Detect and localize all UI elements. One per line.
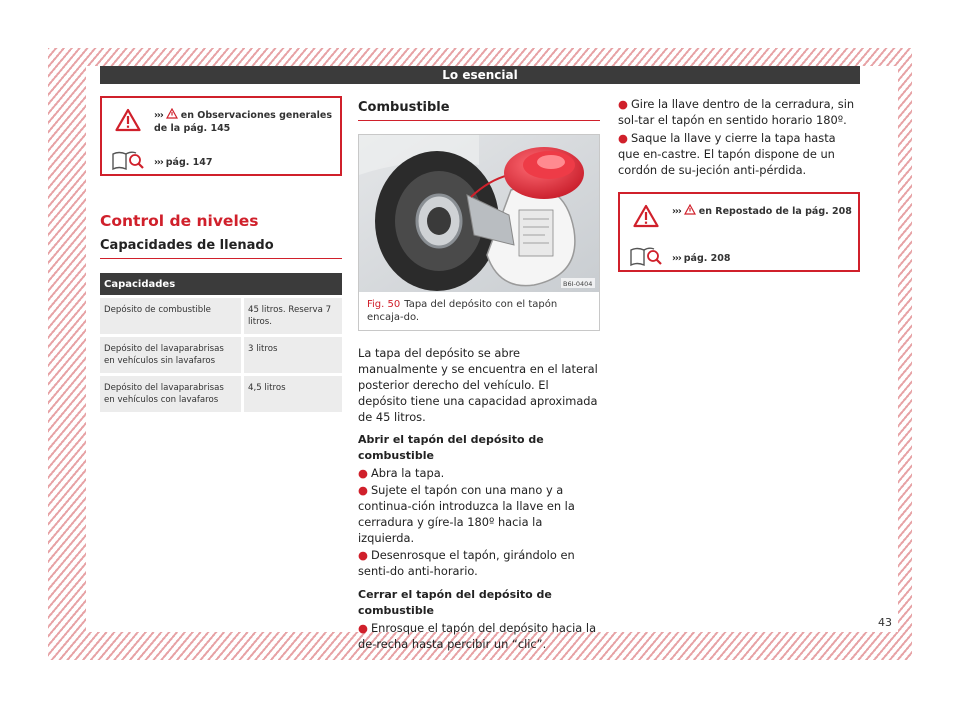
list-item: ● Sujete el tapón con una mano y a continua-ción introduzca la llave en la cerradura y gíre-la 180º hacia la izquierda. — [358, 483, 575, 545]
intro-paragraph: La tapa del depósito se abre manualmente y se encuentra en el lateral posterior derecho del vehículo. El depósito tiene una capacidad aproximada de 45 litros. — [358, 346, 598, 424]
bullet-icon: ● — [358, 466, 368, 480]
bullet-icon: ● — [358, 483, 368, 497]
page-reference-text: ››› pág. 147 — [154, 157, 213, 168]
table-cell-item: Depósito del lavaparabrisas en vehículos sin lavafaros — [100, 336, 243, 375]
table-row — [100, 375, 342, 413]
bullet-icon: ● — [358, 621, 368, 635]
warning-reference-box — [100, 96, 342, 176]
small-warning-icon — [684, 204, 696, 215]
right-column — [618, 96, 860, 272]
list-item: ● Desenrosque el tapón, girándolo en senti-do anti-horario. — [358, 548, 575, 578]
close-heading: Cerrar el tapón del depósito de combustible — [358, 588, 552, 617]
book-search-icon — [102, 148, 154, 172]
page-reference-text: ››› pág. 208 — [672, 253, 731, 264]
section-subtitle: Capacidades de llenado — [100, 238, 274, 253]
table-row — [100, 336, 342, 375]
table-cell-item: Depósito de combustible — [100, 297, 243, 336]
chapter-header — [100, 66, 860, 84]
left-column — [100, 96, 342, 412]
small-warning-icon — [166, 108, 178, 119]
table-cell-value: 3 litros — [243, 336, 343, 375]
book-search-icon — [620, 244, 672, 268]
figure-50 — [358, 134, 600, 331]
list-item: ● Enrosque el tapón del depósito hacia la de-recha hasta percibir un “clic”. — [358, 621, 597, 651]
combustible-title: Combustible — [358, 100, 450, 115]
list-item: ● Gire la llave dentro de la cerradura, sin sol-tar el tapón en sentido horario 180º. — [618, 97, 855, 127]
figure-caption: Fig. 50 Tapa del depósito con el tapón encaja-do. — [367, 299, 558, 323]
image-code: B6I-0404 — [563, 280, 593, 288]
fuel-cap-illustration — [359, 135, 599, 292]
bullet-icon: ● — [358, 548, 368, 562]
capacity-table — [100, 273, 342, 412]
table-cell-value: 45 litros. Reserva 7 litros. — [243, 297, 343, 336]
page-link[interactable]: pág. 147 — [165, 157, 213, 168]
warning-icon — [620, 204, 672, 228]
section-title: Control de niveles — [100, 212, 259, 230]
open-heading: Abrir el tapón del depósito de combustible — [358, 433, 544, 462]
page-number: 43 — [878, 616, 892, 629]
warning-reference-text: ››› en Repostado de la pág. 208 — [672, 206, 852, 217]
table-row — [100, 297, 342, 336]
warning-icon — [102, 108, 154, 132]
list-item: ● Abra la tapa. — [358, 466, 445, 480]
warning-page-link[interactable]: en Observaciones generales de la pág. 145 — [154, 110, 333, 134]
chapter-title: Lo esencial — [442, 68, 518, 82]
bullet-icon: ● — [618, 97, 628, 111]
table-cell-item: Depósito del lavaparabrisas en vehículos con lavafaros — [100, 375, 243, 413]
list-item: ● Saque la llave y cierre la tapa hasta que en-castre. El tapón dispone de un cordón de su-jeción anti-pérdida. — [618, 131, 836, 177]
warning-reference-box — [618, 192, 860, 272]
warning-reference-text: ››› en Observaciones generales de la pág. 145 — [154, 110, 333, 134]
table-header: Capacidades — [100, 273, 342, 297]
table-cell-value: 4,5 litros — [243, 375, 343, 413]
bullet-icon: ● — [618, 131, 628, 145]
page-link[interactable]: pág. 208 — [683, 253, 731, 264]
middle-column — [358, 96, 600, 652]
figure-label: Fig. 50 — [367, 299, 401, 310]
warning-page-link[interactable]: en Repostado de la pág. 208 — [698, 206, 852, 217]
